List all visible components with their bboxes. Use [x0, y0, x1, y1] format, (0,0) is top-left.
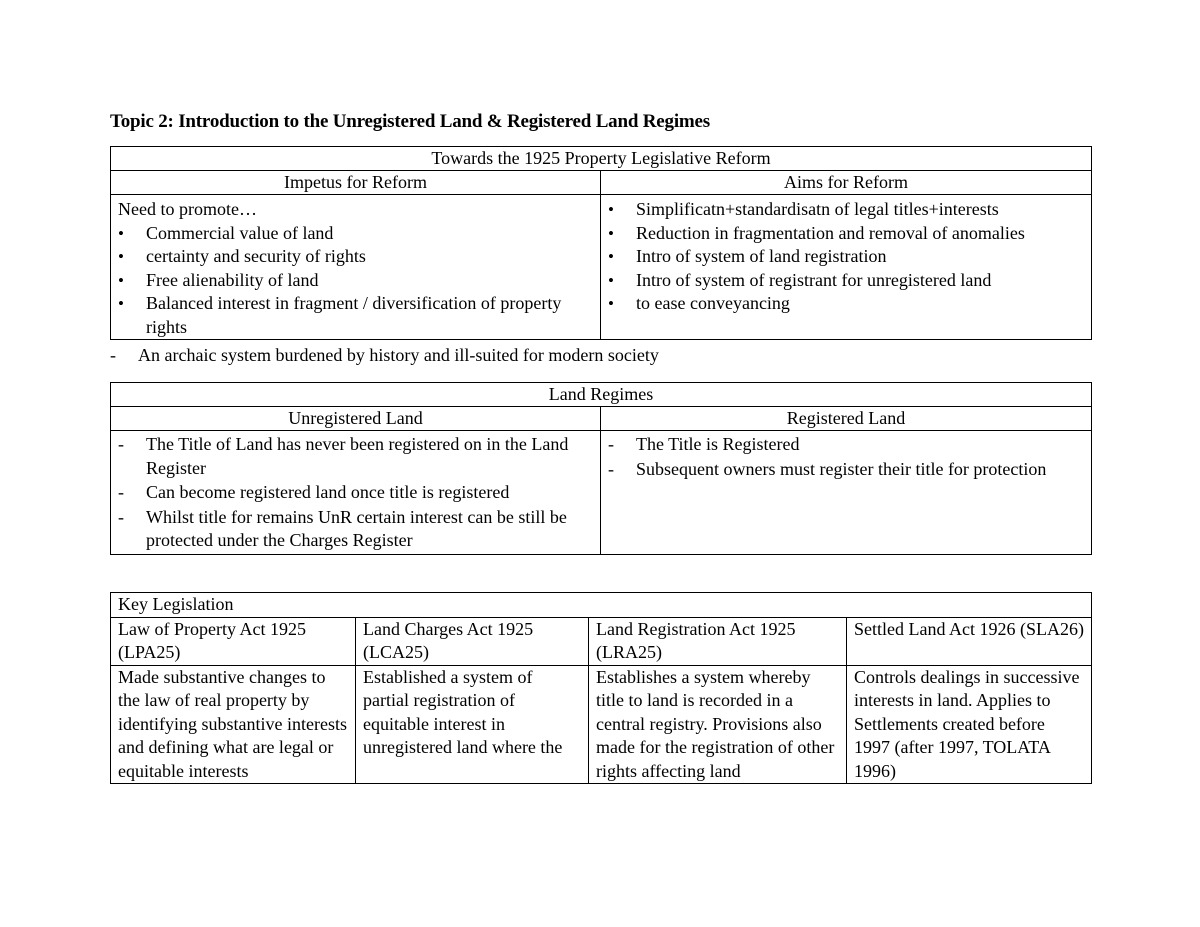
- impetus-cell: [111, 195, 601, 340]
- act-name-lca: Land Charges Act 1925 (LCA25): [356, 617, 589, 665]
- note-dash: -: [110, 345, 116, 365]
- list-item: • Intro of system of land registration: [608, 245, 1084, 269]
- aims-list: [608, 198, 1084, 316]
- act-desc-sla: Controls dealings in successive interests in land. Applies to Settlements created before 1997 (after 1997, TOLATA 1996): [847, 665, 1092, 784]
- unregistered-cell: [111, 431, 601, 555]
- act-desc-lpa: Made substantive changes to the law of real property by identifying substantive interests and defining what are legal or equitable interests: [111, 665, 356, 784]
- registered-header: Registered Land: [601, 407, 1092, 431]
- list-item: • Free alienability of land: [118, 269, 593, 293]
- list-item: • Simplificatn+standardisatn of legal titles+interests: [608, 198, 1084, 222]
- list-item: • certainty and security of rights: [118, 245, 593, 269]
- regimes-table: [110, 382, 1092, 555]
- note-line: [110, 344, 659, 368]
- aims-cell: [601, 195, 1092, 340]
- unregistered-list: [118, 433, 593, 553]
- act-name-lra: Land Registration Act 1925 (LRA25): [589, 617, 847, 665]
- list-item: • to ease conveyancing: [608, 292, 1084, 316]
- unregistered-header: Unregistered Land: [111, 407, 601, 431]
- list-item: - The Title of Land has never been registered on in the Land Register: [118, 433, 593, 480]
- registered-list: [608, 433, 1084, 481]
- regimes-table-heading: Land Regimes: [111, 383, 1092, 407]
- impetus-header: Impetus for Reform: [111, 171, 601, 195]
- reform-table-heading: Towards the 1925 Property Legislative Reform: [111, 147, 1092, 171]
- page-title: Topic 2: Introduction to the Unregistered Land & Registered Land Regimes: [110, 111, 710, 132]
- registered-cell: [601, 431, 1092, 555]
- list-item: - Subsequent owners must register their title for protection: [608, 458, 1084, 482]
- list-item: - Can become registered land once title is registered: [118, 481, 593, 505]
- list-item: • Reduction in fragmentation and removal of anomalies: [608, 222, 1084, 246]
- list-item: • Balanced interest in fragment / diversification of property rights: [118, 292, 593, 339]
- aims-header: Aims for Reform: [601, 171, 1092, 195]
- list-item: • Intro of system of registrant for unregistered land: [608, 269, 1084, 293]
- list-item: - Whilst title for remains UnR certain interest can be still be protected under the Charges Register: [118, 506, 593, 553]
- note-text: An archaic system burdened by history and ill-suited for modern society: [138, 345, 659, 365]
- list-item: • Commercial value of land: [118, 222, 593, 246]
- legislation-table-heading: Key Legislation: [111, 593, 1092, 618]
- act-desc-lra: Establishes a system whereby title to land is recorded in a central registry. Provisions also made for the registration of other rights affecting land: [589, 665, 847, 784]
- act-desc-lca: Established a system of partial registration of equitable interest in unregistered land where the: [356, 665, 589, 784]
- act-name-sla: Settled Land Act 1926 (SLA26): [847, 617, 1092, 665]
- legislation-table: [110, 592, 1092, 784]
- reform-table: [110, 146, 1092, 340]
- impetus-list: [118, 222, 593, 340]
- act-name-lpa: Law of Property Act 1925 (LPA25): [111, 617, 356, 665]
- list-item: - The Title is Registered: [608, 433, 1084, 457]
- impetus-intro: Need to promote…: [118, 199, 257, 219]
